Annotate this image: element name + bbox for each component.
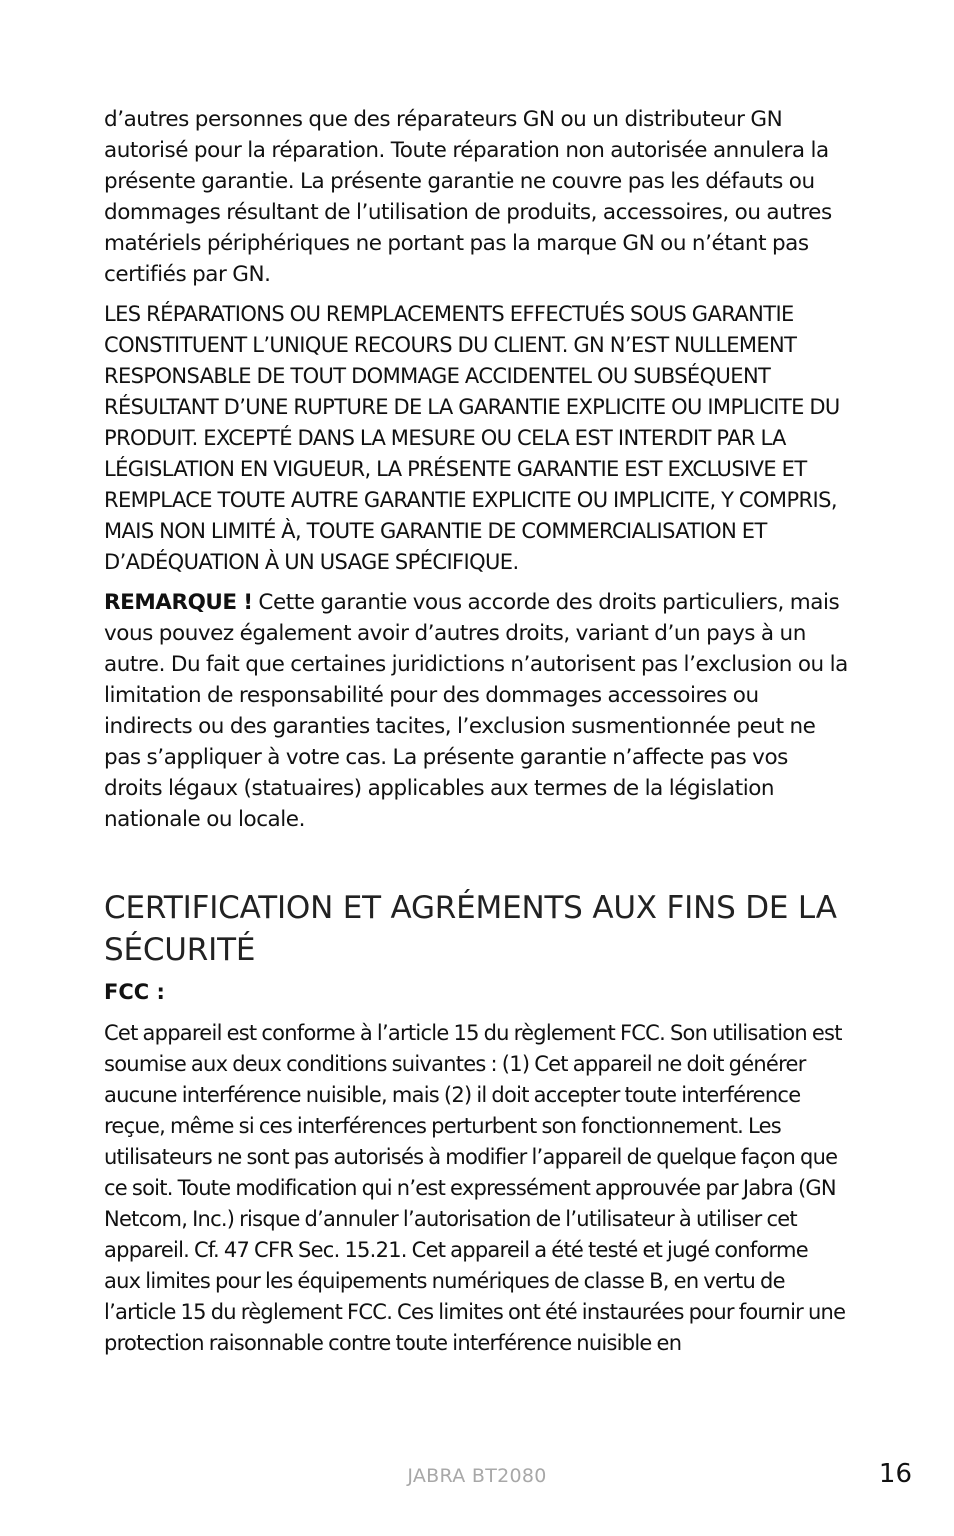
remark-text: Cette garantie vous accorde des droits particuliers, mais vous pouvez également avoir d’autres droits, variant d’un pays à un autre. Du fait que certaines juridictions n’autorisent pas l’exclusion ou la limitation de responsabilité pour des dommages accessoires ou indirects ou des garanties tacites, l’exclusion susmentionnée peut ne pas s’appliquer à votre cas. La présente garantie n’affecte pas vos droits légaux (statuaires) applicables aux termes de la législation nationale ou locale. bbox=[104, 590, 848, 832]
fcc-subheading: FCC : bbox=[104, 980, 165, 1004]
warranty-paragraph: d’autres personnes que des réparateurs GN ou un distributeur GN autorisé pour la réparation. Toute réparation non autorisée annulera la présente garantie. La présente garantie ne couvre pas les défauts ou dommages résultant de l’utilisation de produits, accessoires, ou autres matériels périphériques ne portant pas la marque GN ou n’étant pas certifiés par GN. bbox=[104, 107, 832, 287]
page-number: 16 bbox=[878, 1459, 912, 1489]
section-heading: CERTIFICATION ET AGRÉMENTS AUX FINS DE LA SÉCURITÉ bbox=[104, 890, 837, 968]
remark-paragraph bbox=[104, 587, 849, 835]
footer-product-name: JABRA BT2080 bbox=[407, 1465, 547, 1487]
remark-label: REMARQUE ! bbox=[104, 590, 253, 615]
page-content bbox=[104, 104, 849, 1368]
warranty-disclaimer-paragraph: LES RÉPARATIONS OU REMPLACEMENTS EFFECTUÉS SOUS GARANTIE CONSTITUENT L’UNIQUE RECOURS DU CLIENT. GN N’EST NULLEMENT RESPONSABLE DE TOUT DOMMAGE ACCIDENTEL OU SUBSÉQUENT RÉSULTANT D’UNE RUPTURE DE LA GARANTIE EXPLICITE OU IMPLICITE DU PRODUIT. EXCEPTÉ DANS LA MESURE OU CELA EST INTERDIT PAR LA LÉGISLATION EN VIGUEUR, LA PRÉSENTE GARANTIE EST EXCLUSIVE ET REMPLACE TOUTE AUTRE GARANTIE EXPLICITE OU IMPLICITE, Y COMPRIS, MAIS NON LIMITÉ À, TOUTE GARANTIE DE COMMERCIALISATION ET D’ADÉQUATION À UN USAGE SPÉCIFIQUE. bbox=[104, 302, 840, 574]
fcc-paragraph: Cet appareil est conforme à l’article 15 du règlement FCC. Son utilisation est soumise aux deux conditions suivantes : (1) Cet appareil ne doit générer aucune interférence nuisible, mais (2) il doit accepter toute interférence reçue, même si ces interférences perturbent son fonctionnement. Les utilisateurs ne sont pas autorisés à modifier l’appareil de quelque façon que ce soit. Toute modification qui n’est expressément approuvée par Jabra (GN Netcom, Inc.) risque d’annuler l’autorisation de l’utilisateur à utiliser cet appareil. Cf. 47 CFR Sec. 15.21. Cet appareil a été testé et jugé conforme aux limites pour les équipements numériques de classe B, en vertu de l’article 15 du règlement FCC. Ces limites ont été instaurées pour fournir une protection raisonnable contre toute interférence nuisible en bbox=[104, 1021, 846, 1355]
